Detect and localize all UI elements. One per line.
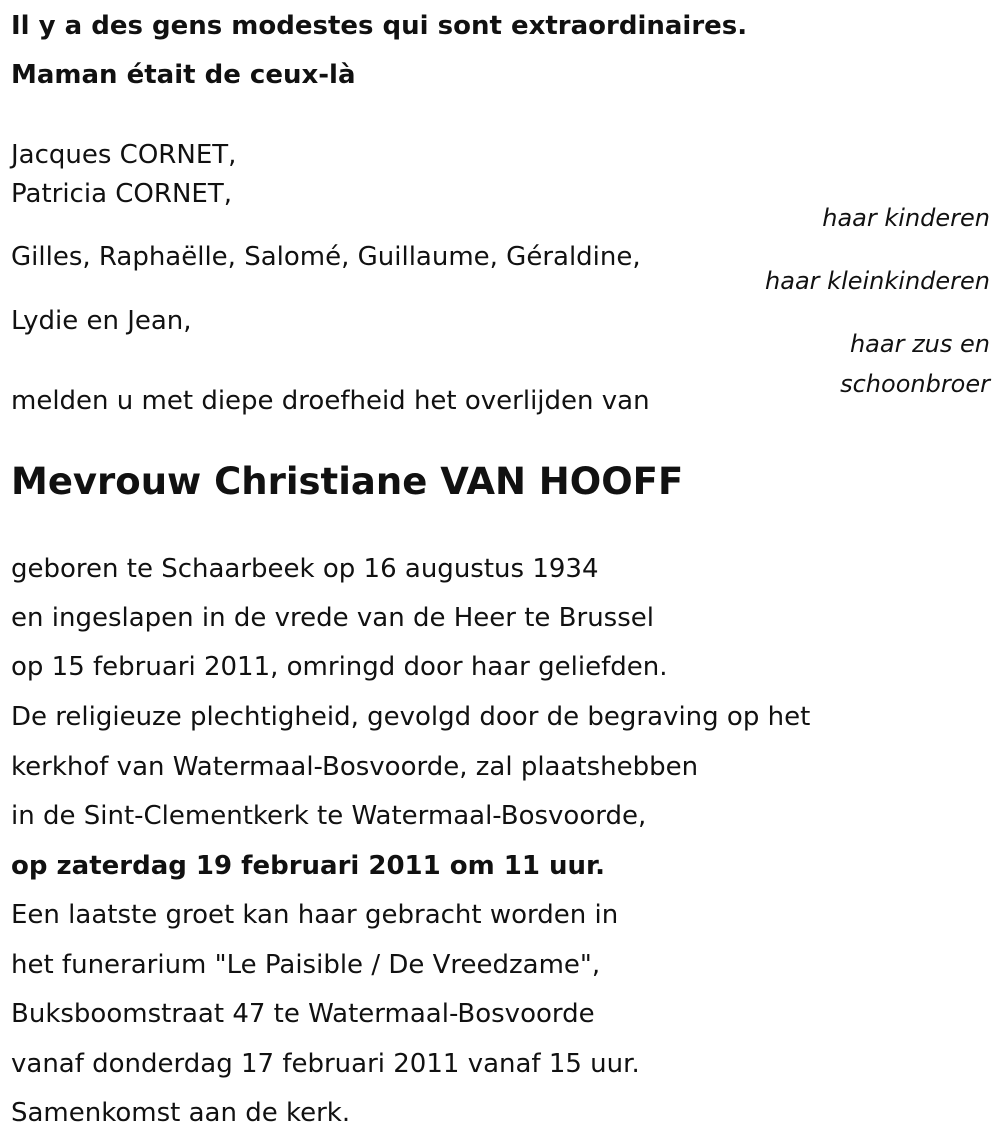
announcement-text: melden u met diepe droefheid het overlijden van bbox=[11, 386, 650, 416]
detail-line: Buksboomstraat 47 te Watermaal-Bosvoorde bbox=[11, 999, 595, 1029]
grandchildren-role: haar kleinkinderen bbox=[765, 267, 990, 295]
sibling-role-line-1: haar zus en bbox=[849, 330, 990, 358]
children-role: haar kinderen bbox=[822, 204, 990, 232]
ceremony-date: op zaterdag 19 februari 2011 om 11 uur. bbox=[11, 851, 606, 881]
detail-line: Een laatste groet kan haar gebracht worden in bbox=[11, 900, 619, 930]
child-name: Jacques CORNET, bbox=[11, 140, 237, 170]
sibling-names: Lydie en Jean, bbox=[11, 306, 192, 336]
detail-line: Samenkomst aan de kerk. bbox=[11, 1098, 351, 1128]
detail-line: het funerarium "Le Paisible / De Vreedzame", bbox=[11, 950, 601, 980]
deceased-name: Mevrouw Christiane VAN HOOFF bbox=[11, 460, 684, 503]
detail-line: De religieuze plechtigheid, gevolgd door de begraving op het bbox=[11, 702, 811, 732]
child-name: Patricia CORNET, bbox=[11, 179, 232, 209]
sibling-role-line-2: schoonbroer bbox=[840, 370, 990, 398]
detail-line: en ingeslapen in de vrede van de Heer te Brussel bbox=[11, 603, 654, 633]
motto-line-2: Maman était de ceux-là bbox=[11, 60, 356, 90]
detail-line: geboren te Schaarbeek op 16 augustus 1934 bbox=[11, 554, 599, 584]
detail-line: vanaf donderdag 17 februari 2011 vanaf 15 uur. bbox=[11, 1049, 640, 1079]
grandchildren-names: Gilles, Raphaëlle, Salomé, Guillaume, Géraldine, bbox=[11, 242, 641, 272]
detail-line: op 15 februari 2011, omringd door haar geliefden. bbox=[11, 652, 668, 682]
detail-line: in de Sint-Clementkerk te Watermaal-Bosvoorde, bbox=[11, 801, 647, 831]
detail-line: kerkhof van Watermaal-Bosvoorde, zal plaatshebben bbox=[11, 752, 699, 782]
motto-line-1: Il y a des gens modestes qui sont extraordinaires. bbox=[11, 11, 748, 41]
